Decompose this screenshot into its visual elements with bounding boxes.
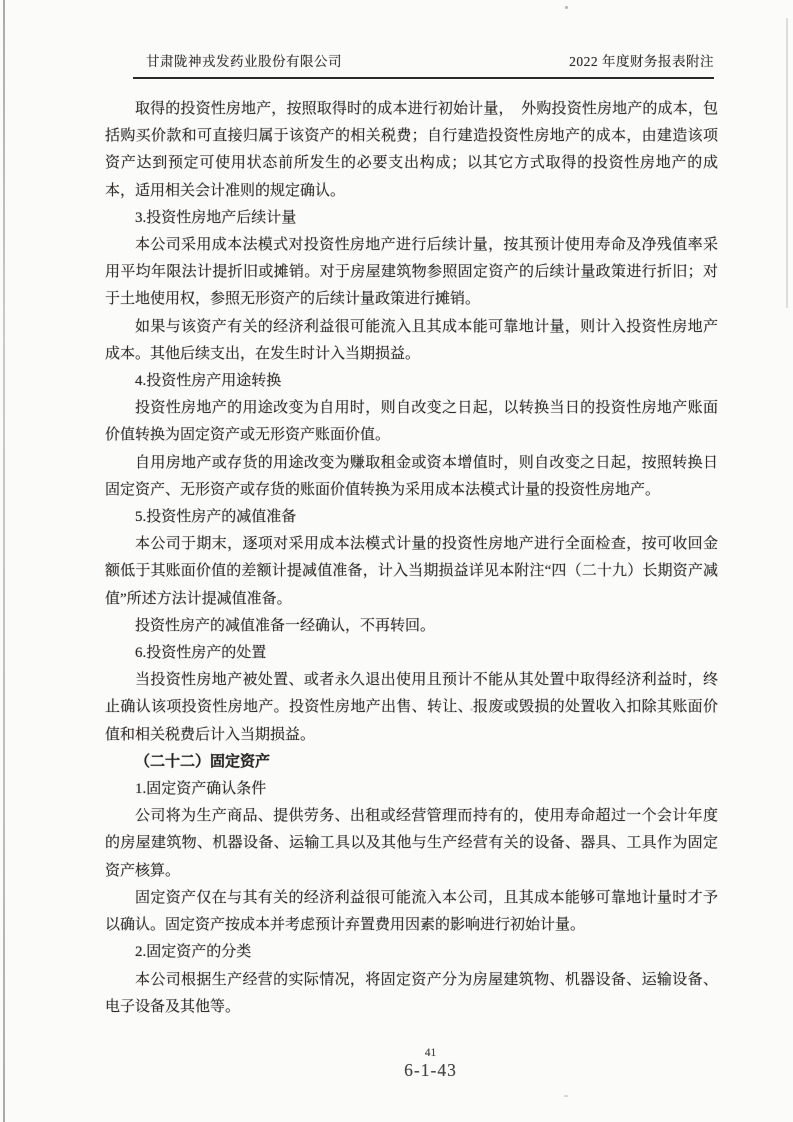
paragraph-convert-to-investment: 自用房地产或存货的用途改变为赚取租金或资本增值时，则自改变之日起，按照转换日固定资产、无形资产或存货的账面价值转换为采用成本法模式计量的投资性房地产。 (105, 454, 718, 498)
subheading-disposal: 6.投资性房产的处置 (135, 645, 267, 662)
paragraph-cost-model: 本公司采用成本法模式对投资性房地产进行后续计量，按其预计使用寿命及净残值率采用平均年限法计提折旧或摊销。对于房屋建筑物参照固定资产的后续计量政策进行折旧；对于土地使用权，参照无形资产的后续计量政策进行摊销。 (105, 237, 718, 308)
scan-edge-line-right (786, 18, 788, 308)
section-heading-fixed-assets: （二十二）固定资产 (135, 753, 271, 770)
page-number: 41 (424, 1047, 437, 1059)
scan-edge-line-left (3, 0, 5, 1122)
subheading-use-conversion: 4.投资性房产用途转换 (135, 373, 282, 390)
document-body (105, 96, 718, 1021)
subheading-fixed-asset-classification: 2.固定资产的分类 (135, 944, 252, 961)
paragraph-fixed-asset-measurement: 固定资产仅在与其有关的经济利益很可能流入本公司，且其成本能够可靠地计量时才予以确认。固定资产按成本并考虑预计弃置费用因素的影响进行初始计量。 (105, 889, 718, 934)
paragraph-convert-to-own-use: 投资性房地产的用途改变为自用时，则自改变之日起，以转换当日的投资性房地产账面价值转换为固定资产或无形资产账面价值。 (105, 400, 718, 444)
scan-speck (564, 1095, 568, 1097)
report-title: 2022 年度财务报表附注 (569, 54, 714, 69)
paragraph-disposal-rule: 当投资性房地产被处置、或者永久退出使用且预计不能从其处置中取得经济利益时，终止确认该项投资性房地产。投资性房地产出售、转让、报废或毁损的处置收入扣除其账面价值和相关税费后计入当期损益。 (105, 672, 718, 743)
subheading-fixed-asset-recognition: 1.固定资产确认条件 (135, 781, 267, 798)
subheading-subsequent-measurement: 3.投资性房地产后续计量 (135, 209, 297, 226)
page-header (133, 50, 714, 79)
subheading-impairment-provision: 5.投资性房产的减值准备 (135, 509, 297, 526)
paragraph-fixed-asset-definition: 公司将为生产商品、提供劳务、出租或经营管理而持有的，使用寿命超过一个会计年度的房屋建筑物、机器设备、运输工具以及其他与生产经营有关的设备、器具、工具作为固定资产核算。 (105, 808, 718, 879)
scan-speck (565, 6, 568, 9)
paragraph-fixed-asset-categories: 本公司根据生产经营的实际情况，将固定资产分为房屋建筑物、机器设备、运输设备、电子设备及其他等。 (105, 971, 718, 1015)
paragraph-subsequent-expenditure: 如果与该资产有关的经济利益很可能流入且其成本能可靠地计量，则计入投资性房地产成本。其他后续支出，在发生时计入当期损益。 (105, 318, 718, 362)
paragraph-initial-measurement: 取得的投资性房地产，按照取得时的成本进行初始计量， 外购投资性房地产的成本，包括购买价款和可直接归属于该资产的相关税费；自行建造投资性房地产的成本，由建造该项资产达到预定可使用状态前所发生的必要支出构成；以其它方式取得的投资性房地产的成本，适用相关会计准则的规定确认。 (105, 101, 718, 199)
document-page-code: 6-1-43 (404, 1060, 457, 1080)
paragraph-impairment-no-reversal: 投资性房产的减值准备一经确认，不再转回。 (135, 617, 436, 634)
page-footer (34, 1046, 793, 1081)
company-name: 甘肃陇神戎发药业股份有限公司 (146, 54, 342, 69)
paragraph-impairment-check: 本公司于期末，逐项对采用成本法模式计量的投资性房地产进行全面检查，按可收回金额低于其账面价值的差额计提减值准备，计入当期损益详见本附注“四（二十九）长期资产减值”所述方法计提减值准备。 (105, 536, 718, 607)
